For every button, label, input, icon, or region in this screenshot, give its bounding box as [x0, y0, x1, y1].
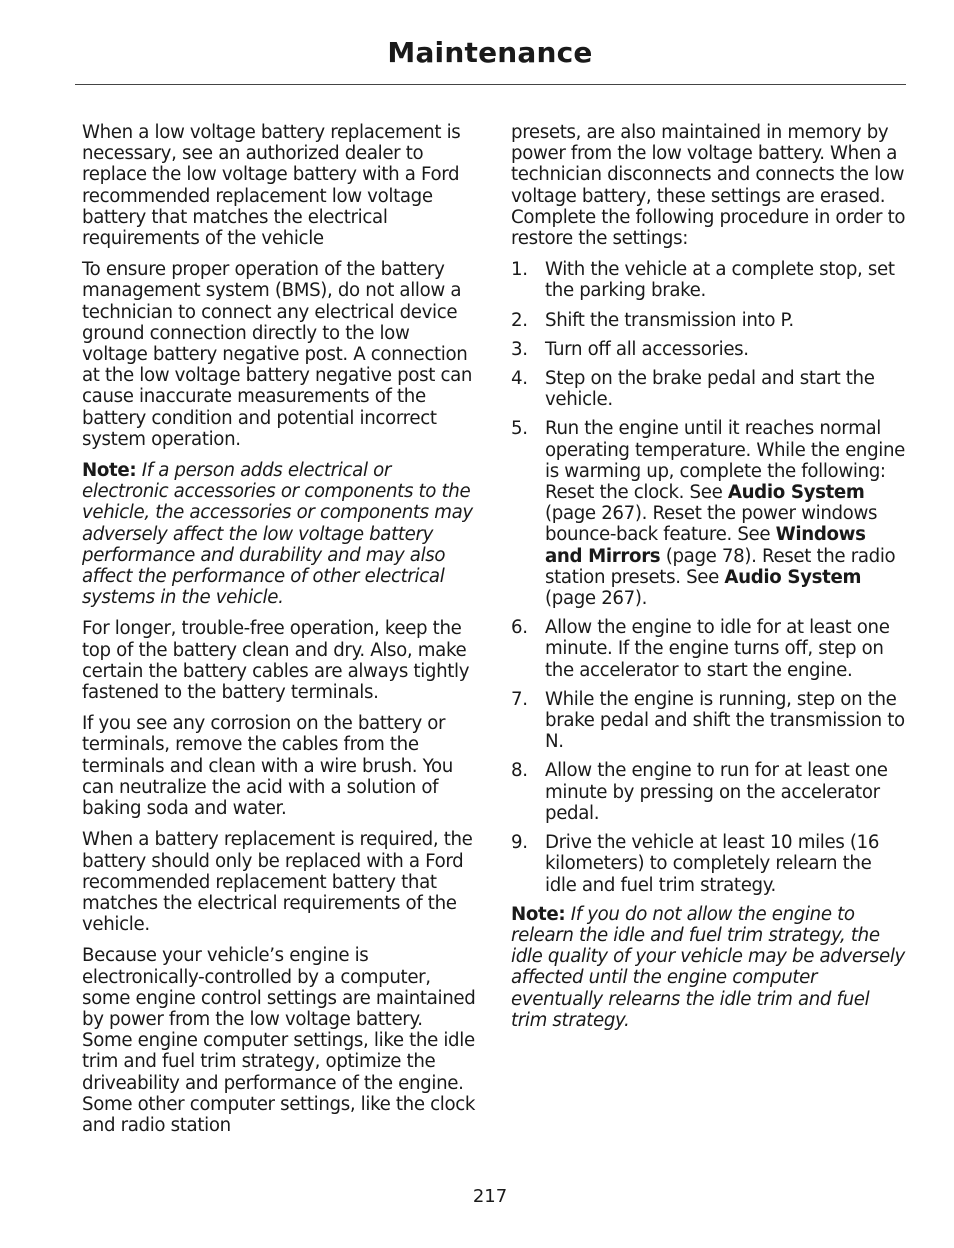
- step-number: 3.: [511, 338, 528, 360]
- procedure-steps: [511, 259, 908, 895]
- paragraph-corrosion: If you see any corrosion on the battery or terminals, remove the cables from the terminals and clean with a wire brush. You can neutralize the acid with a solution of baking soda and water.: [82, 713, 453, 820]
- list-item: [511, 339, 908, 360]
- note-idle-trim: [511, 904, 908, 1031]
- list-item: [511, 832, 908, 896]
- step-number: 8.: [511, 760, 528, 782]
- step-number: 9.: [511, 832, 528, 854]
- page-number: 217: [472, 1186, 508, 1207]
- page-title: Maintenance: [387, 36, 593, 69]
- step-text: Shift the transmission into P.: [545, 309, 794, 331]
- step-text: With the vehicle at a complete stop, set the parking brake.: [545, 259, 895, 302]
- paragraph-battery-replacement: When a low voltage battery replacement is necessary, see an authorized dealer to replace the low voltage battery with a Ford recommended replacement low voltage battery that matches the electrical requirements of the vehicle: [82, 122, 461, 250]
- step-number: 7.: [511, 688, 528, 710]
- list-item: [511, 418, 908, 609]
- step-text: [545, 418, 908, 609]
- step-number: 5.: [511, 418, 528, 440]
- step-text: While the engine is running, step on the brake pedal and shift the transmission to N.: [545, 688, 905, 753]
- paragraph-presets: presets, are also maintained in memory by power from the low voltage battery. When a technician disconnects and connects the low voltage battery, these settings are erased. Complete the following procedure in order to restore the settings:: [511, 122, 906, 250]
- step-number: 6.: [511, 617, 528, 639]
- step-text-part: (page 267). Reset the power windows bounce-back feature. See: [545, 503, 878, 546]
- list-item: [511, 259, 908, 301]
- list-item: [511, 617, 908, 681]
- list-item: [511, 310, 908, 331]
- step-number: 4.: [511, 368, 528, 390]
- header-divider: [75, 84, 906, 85]
- step-text: Step on the brake pedal and start the vehicle.: [545, 368, 875, 411]
- audio-system-link[interactable]: Audio System: [727, 482, 865, 504]
- paragraph-replacement-required: When a battery replacement is required, the battery should only be replaced with a Ford recommended replacement battery that matches the electrical requirements of the vehicle.: [82, 829, 473, 936]
- step-text-part: Run the engine until it reaches normal operating temperature. While the engine is warming up, complete the following: Reset the clock. See: [545, 418, 906, 504]
- paragraph-battery-care: For longer, trouble-free operation, keep the top of the battery clean and dry. Also, make certain the battery cables are always tightly fastened to the battery terminals.: [82, 618, 470, 704]
- step-text: Drive the vehicle at least 10 miles (16 kilometers) to completely relearn the idle and fuel trim strategy.: [545, 832, 880, 896]
- step-text: Allow the engine to run for at least one minute by pressing on the accelerator pedal.: [545, 760, 888, 824]
- step-number: 1.: [511, 259, 528, 281]
- list-item: [511, 368, 908, 410]
- step-text: Allow the engine to idle for at least one minute. If the engine turns off, step on the accelerator to start the engine.: [545, 617, 890, 681]
- note-label: Note:: [511, 903, 566, 925]
- step-text: Turn off all accessories.: [545, 338, 749, 360]
- left-column: [82, 122, 478, 1146]
- paragraph-bms-warning: To ensure proper operation of the battery management system (BMS), do not allow a technician to connect any electrical device ground connection directly to the low voltage battery negative post. A connection at the low voltage battery negative post can cause inaccurate measurements of the battery condition and potential incorrect system operation.: [82, 259, 473, 450]
- note-label: Note:: [82, 460, 137, 482]
- step-text-part: (page 267).: [545, 588, 648, 610]
- right-column: [511, 122, 908, 1041]
- list-item: [511, 760, 908, 824]
- step-number: 2.: [511, 309, 528, 331]
- audio-system-link[interactable]: Audio System: [724, 566, 862, 588]
- step-text-part: (page 78). Reset the radio station presets. See: [545, 545, 896, 588]
- paragraph-engine-computer: Because your vehicle’s engine is electronically-controlled by a computer, some engine control settings are maintained by power from the low voltage battery. Some engine computer settings, like the idle trim and fuel trim strategy, optimize the driveability and performance of the engine. Some other computer settings, like the clock and radio station: [82, 945, 476, 1136]
- note-text: If you do not allow the engine to relearn the idle and fuel trim strategy, the idle quality of your vehicle may be adversely affected until the engine computer eventually relearns the idle trim and fuel trim strategy.: [511, 903, 905, 1031]
- list-item: [511, 689, 908, 753]
- note-accessories: [82, 460, 478, 608]
- note-text: If a person adds electrical or electronic accessories or components to the vehicle, the accessories or components may adversely affect the low voltage battery performance and durability and may also affect the performance of other electrical systems in the vehicle.: [82, 460, 473, 609]
- windows-and-mirrors-link[interactable]: Windows and Mirrors: [545, 524, 866, 567]
